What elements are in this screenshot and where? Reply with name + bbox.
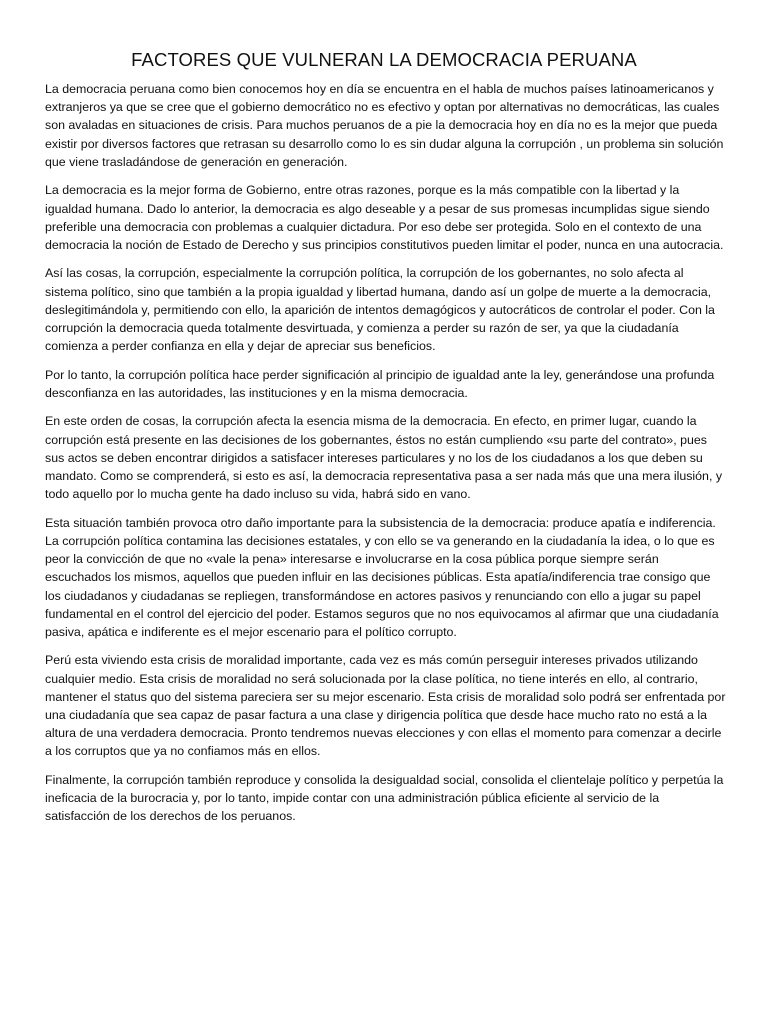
paragraph-2: La democracia es la mejor forma de Gobierno, entre otras razones, porque es la más compatible con la libertad y la igualdad humana. Dado lo anterior, la democracia es algo deseable y a pesar de sus promesas incumplidas sigue siendo preferible una democracia con problemas a cualquier dictadura. Por eso debe ser protegida. Solo en el contexto de una democracia la noción de Estado de Derecho y sus principios constitutivos pueden limitar el poder, nunca en una autocracia.: [45, 183, 724, 252]
document-body: [45, 80, 727, 836]
paragraph-3: Así las cosas, la corrupción, especialmente la corrupción política, la corrupción de los gobernantes, no solo afecta al sistema político, sino que también a la propia igualdad y libertad humana, dando así un golpe de muerte a la democracia, deslegitimándola y, permitiendo con ello, la aparición de intentos demagógicos y autocráticos de controlar el poder. Con la corrupción la democracia queda totalmente desvirtuada, y comienza a perder su razón de ser, ya que la ciudadanía comienza a perder confianza en ella y dejar de apreciar sus beneficios.: [45, 266, 715, 354]
paragraph-4: Por lo tanto, la corrupción política hace perder significación al principio de igualdad ante la ley, generándose una profunda desconfianza en las autoridades, las instituciones y en la misma democracia.: [45, 367, 715, 400]
paragraph-8: Finalmente, la corrupción también reproduce y consolida la desigualdad social, consolida el clientelaje político y perpetúa la ineficacia de la burocracia y, por lo tanto, impide contar con una administración pública eficiente al servicio de la satisfacción de los derechos de los peruanos.: [45, 772, 724, 824]
paragraph-5: En este orden de cosas, la corrupción afecta la esencia misma de la democracia. En efecto, en primer lugar, cuando la corrupción está presente en las decisiones de los gobernantes, éstos no están cumpliendo «su parte del contrato», pues sus actos se deben encontrar dirigidos a satisfacer intereses particulares y no los de los ciudadanos a los que deben su mandato. Como se comprenderá, si esto es así, la democracia representativa pasa a ser nada más que una mera ilusión, y todo aquello por lo mucha gente ha dado incluso su vida, habrá sido en vano.: [45, 414, 723, 502]
document-title: FACTORES QUE VULNERAN LA DEMOCRACIA PERUANA: [131, 49, 637, 70]
paragraph-1: La democracia peruana como bien conocemos hoy en día se encuentra en el habla de muchos países latinoamericanos y extranjeros ya que se cree que el gobierno democrático no es efectivo y optan por alternativas no democráticas, las cuales son avaladas en situaciones de crisis. Para muchos peruanos de a pie la democracia hoy en día no es la mejor que pueda existir por diversos factores que retrasan su desarrollo como lo es sin dudar alguna la corrupción , un problema sin solución que viene trasladándose de generación en generación.: [45, 82, 724, 169]
paragraph-7: Perú esta viviendo esta crisis de moralidad importante, cada vez es más común perseguir intereses privados utilizando cualquier medio. Esta crisis de moralidad no será solucionada por la clase política, no tiene interés en ello, al contrario, mantener el status quo del sistema pareciera ser su mejor escenario. Esta crisis de moralidad solo podrá ser enfrentada por una ciudadanía que sea capaz de pasar factura a una clase y dirigencia política que desde hace mucho rato no está a la altura de una verdadera democracia. Pronto tendremos nuevas elecciones y con ellas el momento para comenzar a decirle a los corruptos que ya no confiamos más en ellos.: [45, 653, 726, 759]
paragraph-6: Esta situación también provoca otro daño importante para la subsistencia de la democracia: produce apatía e indiferencia. La corrupción política contamina las decisiones estatales, y con ello se va generando en la ciudadanía la idea, o lo que es peor la convicción de que no «vale la pena» interesarse e involucrarse en la cosa pública porque siempre serán escuchados los mismos, aquellos que pueden influir en las decisiones públicas. Esta apatía/indiferencia trae consigo que los ciudadanos y ciudadanas se repliegen, transformándose en actores pasivos y renunciando con ello a jugar su papel fundamental en el control del ejercicio del poder. Estamos seguros que no nos equivocamos al afirmar que una ciudadanía pasiva, apática e indiferente es el mejor escenario para el político corrupto.: [45, 515, 719, 639]
